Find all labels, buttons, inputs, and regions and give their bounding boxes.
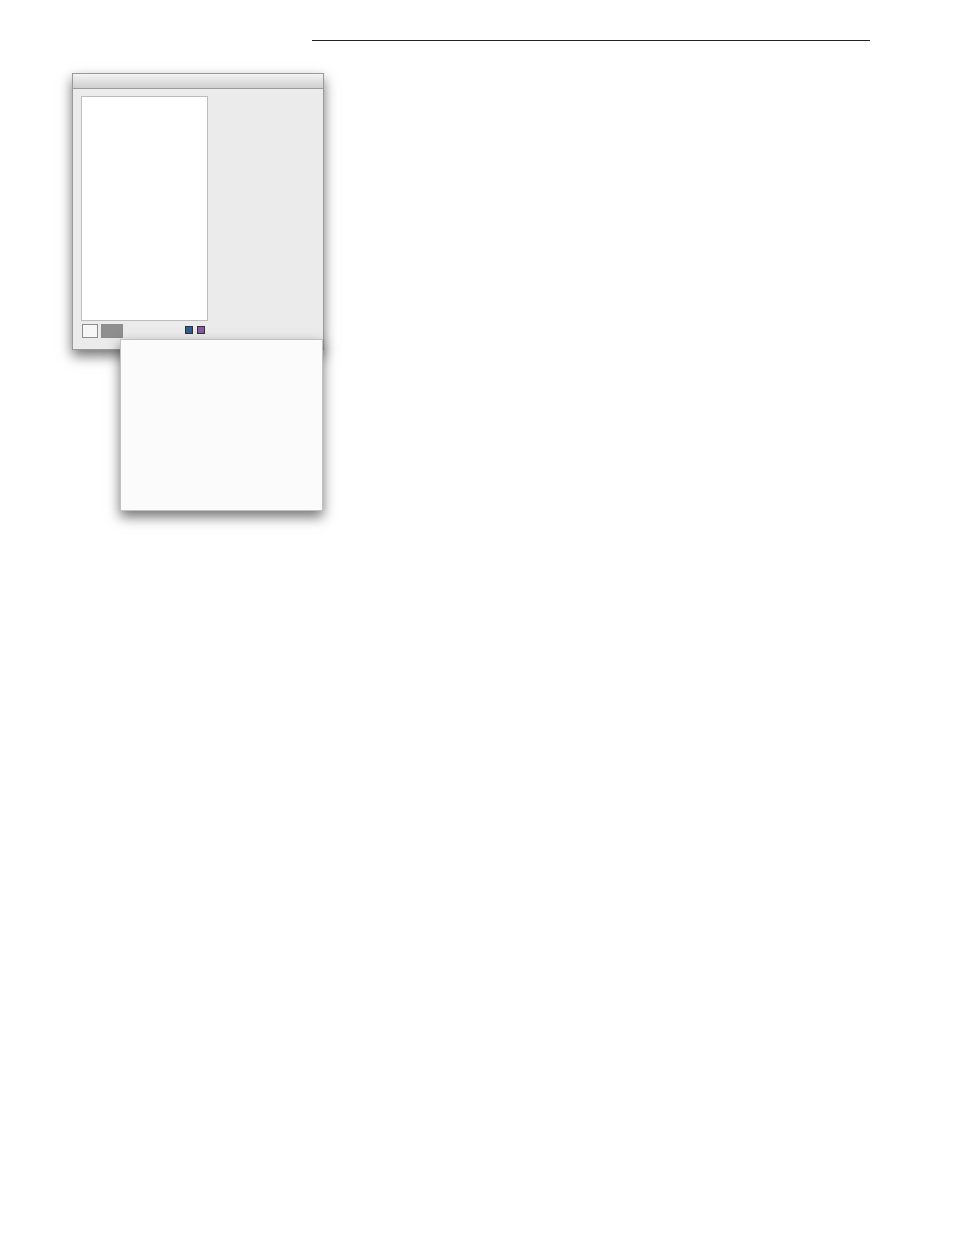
gear-menu-button[interactable] [101,324,123,338]
paragraph-style-icon[interactable] [185,326,193,334]
palette-title-bar [73,74,323,89]
styles-palette-figure [72,73,324,511]
header-rule [312,40,870,41]
gear-dropdown-menu [120,339,323,511]
add-style-button[interactable] [82,324,98,338]
styles-palette-window [72,73,324,350]
character-style-icon[interactable] [197,326,205,334]
styles-list [81,96,208,321]
